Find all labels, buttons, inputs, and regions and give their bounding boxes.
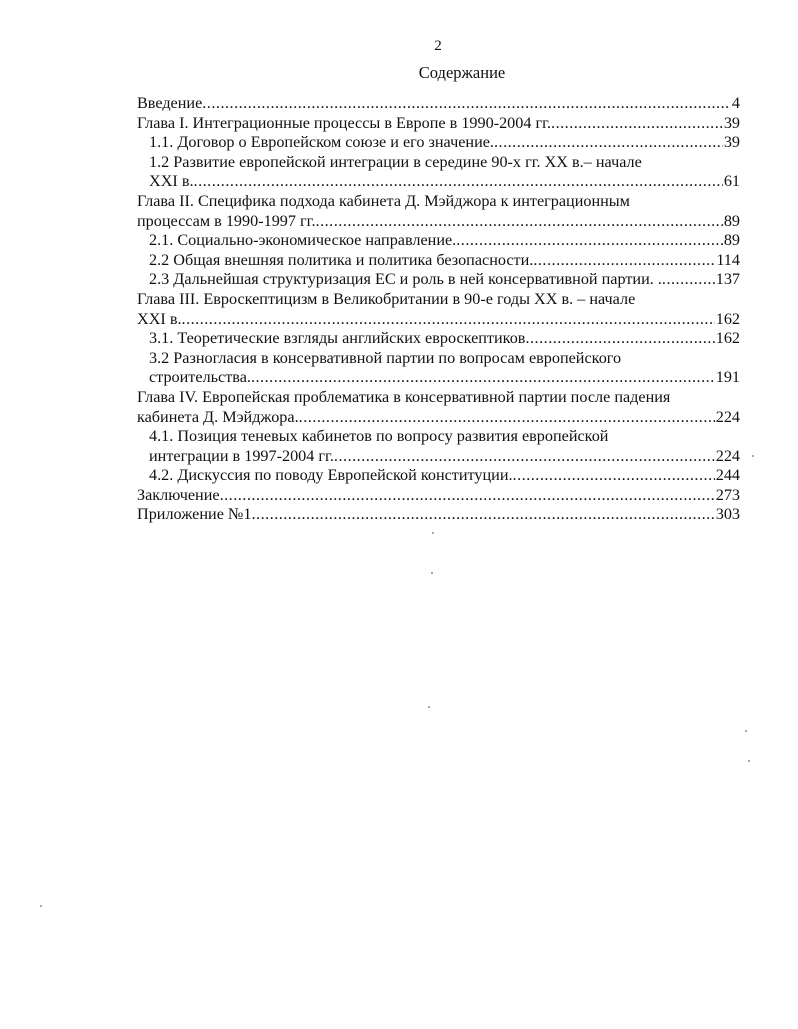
toc-entry-text: 2.1. Социально-экономическое направление. <box>149 231 457 250</box>
toc-entry-line <box>137 114 740 134</box>
toc-entry-page: 224 <box>715 446 740 465</box>
toc-entry-text: 3.1. Теоретические взгляды английских евроскептиков <box>149 329 526 348</box>
toc-entry-line <box>137 486 740 506</box>
toc-entry-text: кабинета Д. Мэйджора. <box>137 407 299 426</box>
toc-entry-page: 244 <box>715 466 740 485</box>
toc-leader-dots <box>551 114 723 134</box>
toc-entry-line <box>149 270 740 290</box>
toc-leader-dots <box>220 486 715 506</box>
toc-entry-page: 39 <box>723 113 740 132</box>
toc-entry <box>137 486 740 506</box>
toc-leader-dots <box>334 447 715 467</box>
toc-entry-first-line: 1.2 Развитие европейской интеграции в середине 90-х гг. XX в.– начале <box>149 152 642 171</box>
toc-entry-text: 2.3 Дальнейшая структуризация ЕС и роль в ней консервативной партии. . <box>149 270 662 289</box>
toc-entry-first-line: Глава IV. Европейская проблематика в консервативной партии после падения <box>137 387 671 406</box>
toc-entry-text: 4.2. Дискуссия по поводу Европейской конституции. <box>149 466 513 485</box>
scan-speck <box>432 532 434 534</box>
toc-leader-dots <box>251 505 714 525</box>
toc-entry <box>137 427 740 466</box>
toc-entry <box>137 114 740 134</box>
toc-leader-dots <box>182 310 715 330</box>
toc-entry <box>137 270 740 290</box>
toc-entry-text: Введение <box>137 94 203 112</box>
toc-leader-dots <box>494 133 723 153</box>
table-of-contents <box>137 94 740 525</box>
toc-entry <box>137 329 740 349</box>
toc-entry-line <box>149 133 740 153</box>
toc-entry-first-line: Глава III. Евроскептицизм в Великобритании в 90-е годы XX в. – начале <box>137 289 636 308</box>
toc-leader-dots <box>316 212 723 232</box>
scan-speck <box>748 760 750 762</box>
scan-speck <box>431 572 433 574</box>
toc-entry-first-line: Глава II. Специфика подхода кабинета Д. Мэйджора к интеграционным <box>137 191 630 210</box>
toc-entry <box>137 466 740 486</box>
toc-entry-line <box>149 447 740 467</box>
toc-entry-text: строительства. <box>149 368 251 387</box>
toc-entry-text: процессам в 1990-1997 гг. <box>137 211 316 230</box>
toc-entry-page: 61 <box>723 172 740 191</box>
toc-entry-text: XXI в. <box>137 309 182 328</box>
toc-entry-line <box>137 310 740 330</box>
toc-leader-dots <box>662 270 715 290</box>
toc-entry-text: XXI в. <box>149 172 194 191</box>
scan-speck <box>752 455 754 457</box>
toc-entry-page: 273 <box>715 485 740 504</box>
toc-leader-dots <box>194 172 723 192</box>
toc-entry-text: 1.1. Договор о Европейском союзе и его значение. <box>149 133 494 152</box>
toc-entry <box>137 133 740 153</box>
toc-entry-line <box>149 466 740 486</box>
toc-entry-page: 89 <box>723 231 740 250</box>
toc-entry <box>137 290 740 329</box>
scan-speck <box>745 730 747 732</box>
toc-entry-page: 89 <box>723 211 740 230</box>
scan-speck <box>40 905 42 907</box>
toc-entry-page: 191 <box>715 368 740 387</box>
page-number: 2 <box>434 38 442 54</box>
toc-entry-page: 162 <box>715 309 740 328</box>
toc-entry-page: 39 <box>723 133 740 152</box>
toc-title: Содержание <box>418 63 506 82</box>
toc-leader-dots <box>513 466 715 486</box>
toc-entry-line <box>137 505 740 525</box>
toc-leader-dots <box>251 368 715 388</box>
toc-entry <box>137 153 740 192</box>
toc-leader-dots <box>533 251 715 271</box>
toc-entry-first-line: 3.2 Разногласия в консервативной партии по вопросам европейского <box>149 348 622 367</box>
toc-entry-line <box>149 251 740 271</box>
toc-entry-page: 137 <box>715 270 740 289</box>
toc-entry <box>137 94 740 114</box>
toc-entry <box>137 505 740 525</box>
toc-entry-page: 4 <box>731 94 740 112</box>
scan-speck <box>428 706 430 708</box>
toc-entry-line <box>137 94 740 114</box>
toc-entry-page: 114 <box>716 250 740 269</box>
toc-entry-line <box>149 329 740 349</box>
toc-entry-page: 303 <box>715 505 740 524</box>
toc-entry-first-line: 4.1. Позиция теневых кабинетов по вопросу развития европейской <box>149 427 609 446</box>
toc-entry-line <box>137 408 740 428</box>
toc-leader-dots <box>525 329 714 349</box>
toc-entry-line <box>149 368 740 388</box>
toc-entry-text: интеграции в 1997-2004 гг. <box>149 446 334 465</box>
toc-entry <box>137 349 740 388</box>
toc-entry-text: Приложение №1 <box>137 505 252 524</box>
toc-entry <box>137 231 740 251</box>
toc-entry <box>137 251 740 271</box>
toc-entry-text: 2.2 Общая внешняя политика и политика безопасности. <box>149 250 534 269</box>
toc-entry-text: Заключение <box>137 485 220 504</box>
toc-entry-line <box>149 231 740 251</box>
toc-entry-page: 224 <box>715 407 740 426</box>
toc-entry <box>137 388 740 427</box>
toc-entry <box>137 192 740 231</box>
toc-leader-dots <box>202 94 731 114</box>
toc-entry-page: 162 <box>715 329 740 348</box>
toc-leader-dots <box>456 231 723 251</box>
toc-leader-dots <box>299 408 715 428</box>
toc-entry-text: Глава I. Интеграционные процессы в Европе в 1990-2004 гг. <box>137 113 552 132</box>
toc-entry-line <box>137 212 740 232</box>
toc-entry-line <box>149 172 740 192</box>
